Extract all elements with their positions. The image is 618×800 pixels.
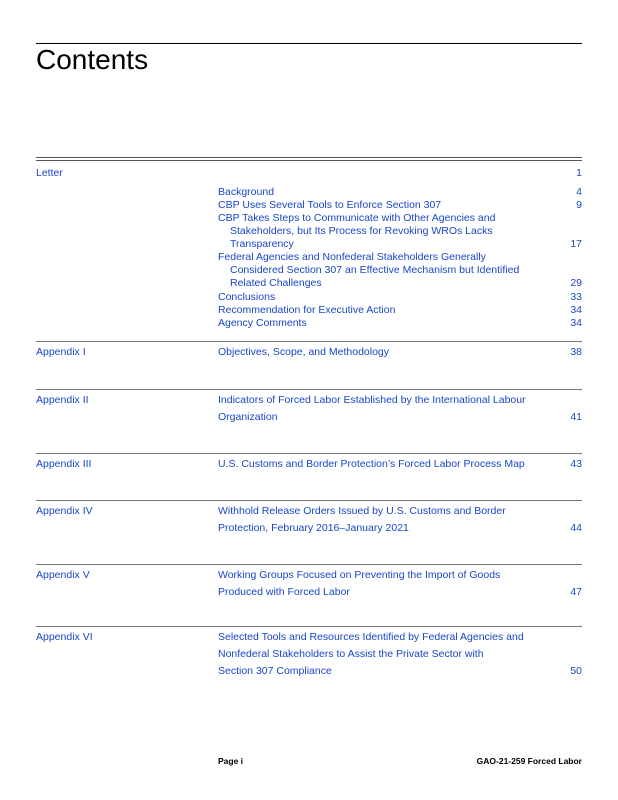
toc-entry-title: Objectives, Scope, and Methodology — [218, 346, 390, 358]
toc-entry-page: 50 — [570, 665, 582, 677]
toc-entry-title: Federal Agencies and Nonfederal Stakeholders Generally — [218, 251, 486, 263]
section-label-appendix-v[interactable]: Appendix V — [36, 569, 90, 581]
toc-entry-appendix-vi[interactable] — [218, 631, 582, 678]
toc-entry-title-cont: Organization — [218, 411, 278, 423]
toc-entry-title-cont: Related Challenges — [230, 277, 322, 289]
section-label-appendix-ii[interactable]: Appendix II — [36, 394, 89, 406]
section-rule — [36, 453, 582, 454]
toc-entry-conclusions[interactable] — [218, 291, 582, 304]
section-rule — [36, 389, 582, 390]
toc-entry-appendix-iii[interactable] — [218, 458, 582, 471]
page-number-letter[interactable]: 1 — [576, 167, 582, 179]
toc-entry-federal-agencies[interactable] — [218, 251, 582, 290]
section-rule — [36, 341, 582, 342]
footer-report-id: GAO-21-259 Forced Labor — [476, 756, 582, 766]
double-rule-top — [36, 157, 582, 158]
toc-entry-appendix-v[interactable] — [218, 569, 582, 599]
toc-entry-page: 9 — [576, 199, 582, 211]
section-rule — [36, 500, 582, 501]
toc-entry-title: Agency Comments — [218, 317, 307, 329]
toc-entry-page: 34 — [570, 317, 582, 329]
section-label-letter[interactable]: Letter — [36, 167, 63, 179]
toc-entry-title: Withhold Release Orders Issued by U.S. Customs and Border — [218, 505, 506, 517]
toc-entry-appendix-i[interactable] — [218, 346, 582, 359]
toc-entry-appendix-ii[interactable] — [218, 394, 582, 424]
toc-entry-title: Recommendation for Executive Action — [218, 304, 396, 316]
toc-entry-title: CBP Uses Several Tools to Enforce Section 307 — [218, 199, 442, 211]
toc-entry-page: 43 — [570, 458, 582, 470]
toc-entry-page: 4 — [576, 186, 582, 198]
toc-entry-page: 29 — [570, 277, 582, 289]
toc-entry-title: Selected Tools and Resources Identified by Federal Agencies and — [218, 631, 524, 643]
toc-entry-title: U.S. Customs and Border Protection’s Forced Labor Process Map — [218, 458, 525, 470]
section-rule — [36, 626, 582, 627]
toc-entry-title-cont: Nonfederal Stakeholders to Assist the Private Sector with — [218, 648, 484, 660]
toc-entry-title-cont: Protection, February 2016–January 2021 — [218, 522, 409, 534]
page-title: Contents — [36, 44, 149, 75]
toc-entry-title: CBP Takes Steps to Communicate with Other Agencies and — [218, 212, 496, 224]
toc-entry-page: 38 — [570, 346, 582, 358]
toc-entry-page: 34 — [570, 304, 582, 316]
toc-entry-background[interactable] — [218, 186, 582, 199]
toc-entry-title: Conclusions — [218, 291, 276, 303]
toc-entry-agency-comments[interactable] — [218, 317, 582, 330]
toc-entry-page: 47 — [570, 586, 582, 598]
toc-entry-appendix-iv[interactable] — [218, 505, 582, 535]
toc-entry-page: 33 — [570, 291, 582, 303]
section-label-appendix-i[interactable]: Appendix I — [36, 346, 86, 358]
section-label-appendix-vi[interactable]: Appendix VI — [36, 631, 93, 643]
toc-entry-title: Background — [218, 186, 275, 198]
toc-entry-recommendation[interactable] — [218, 304, 582, 317]
toc-entry-title: Working Groups Focused on Preventing the Import of Goods — [218, 569, 501, 581]
section-label-appendix-iii[interactable]: Appendix III — [36, 458, 92, 470]
toc-entry-title: Indicators of Forced Labor Established by the International Labour — [218, 394, 526, 406]
toc-entry-title-cont: Stakeholders, but Its Process for Revoking WROs Lacks — [230, 225, 493, 237]
toc-entry-cbp-communicate[interactable] — [218, 212, 582, 251]
toc-entry-title-cont: Transparency — [230, 238, 294, 250]
section-label-appendix-iv[interactable]: Appendix IV — [36, 505, 93, 517]
toc-entry-title-cont: Considered Section 307 an Effective Mechanism but Identified — [230, 264, 520, 276]
toc-entry-page: 17 — [570, 238, 582, 250]
footer-page-label: Page i — [218, 756, 244, 766]
section-rule — [36, 564, 582, 565]
toc-entry-title-cont: Section 307 Compliance — [218, 665, 332, 677]
toc-entry-cbp-tools[interactable] — [218, 199, 582, 212]
double-rule-bottom — [36, 160, 582, 161]
toc-entry-page: 41 — [570, 411, 582, 423]
toc-entry-page: 44 — [570, 522, 582, 534]
toc-entry-title-cont: Produced with Forced Labor — [218, 586, 350, 598]
